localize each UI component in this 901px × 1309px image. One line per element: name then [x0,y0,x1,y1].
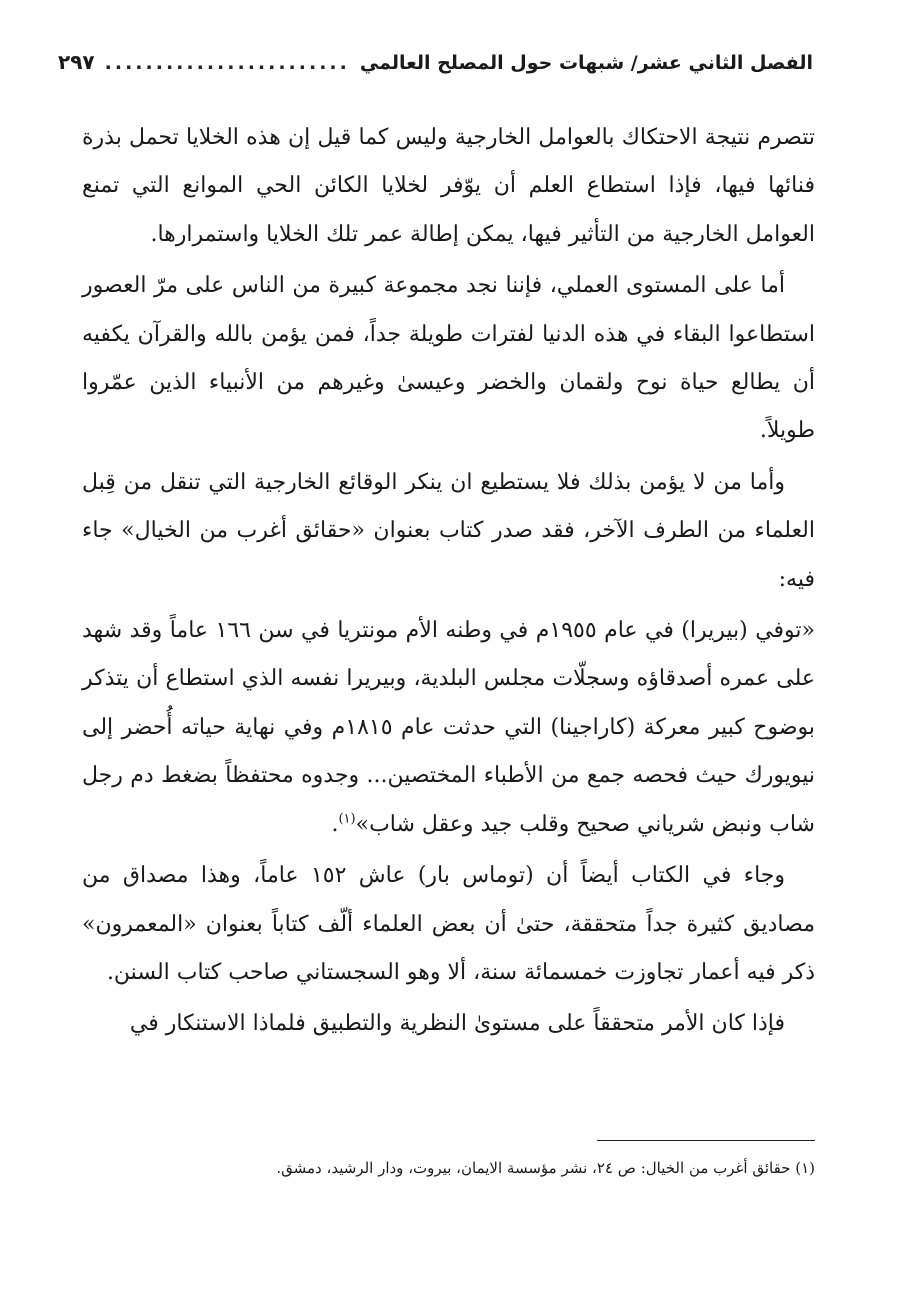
paragraph-5: وجاء في الكتاب أيضاً أن (توماس بار) عاش ١٥٢ عاماً، وهذا مصداق من مصاديق كثيرة جداً متحققة، حتىٰ أن بعض العلماء ألّف كتاباً بعنوان «المعمرون» ذكر فيه أعمار تجاوزت خمسمائة سنة، ألا وهو السجستاني صاحب كتاب السنن. [82,863,815,985]
body-text [82,114,815,1052]
footnote: (١) حقائق أغرب من الخيال: ص ٢٤، نشر مؤسسة الايمان، بيروت، ودار الرشيد، دمشق. [276,1159,815,1177]
chapter-title: الفصل الثاني عشر/ شبهات حول المصلح العالمي [359,52,813,74]
footnote-divider [597,1140,815,1141]
paragraph-1: تتصرم نتيجة الاحتكاك بالعوامل الخارجية وليس كما قيل إن هذه الخلايا تحمل بذرة فنائها فيها، فإذا استطاع العلم أن يوّفر لخلايا الكائن الحي الموانع التي تمنع العوامل الخارجية من التأثير فيها، يمكن إطالة عمر تلك الخلايا واستمرارها. [82,125,815,247]
page-number: ٢٩٧ [58,50,95,74]
paragraph-2: أما على المستوى العملي، فإننا نجد مجموعة كبيرة من الناس على مرّ العصور استطاعوا البقاء في هذه الدنيا لفترات طويلة جداً، فمن يؤمن بالله والقرآن يكفيه أن يطالع حياة نوح ولقمان والخضر وعيسىٰ وغيرهم من الأنبياء الذين عمّروا طويلاً. [82,273,815,444]
paragraph-3: وأما من لا يؤمن بذلك فلا يستطيع ان ينكر الوقائع الخارجية التي تنقل من قِبل العلماء من الطرف الآخر، فقد صدر كتاب بعنوان «حقائق أغرب من الخيال» جاء فيه: [82,469,815,592]
dot-leader: ........................ [104,52,350,74]
quote-text: «توفي (بيريرا) في عام ١٩٥٥م في وطنه الأم مونتريا في سن ١٦٦ عاماً وقد شهد على عمره أصدقاؤه وسجلّات مجلس البلدية، وبيريرا نفسه الذي استطاع أن يتذكر بوضوح كبير معركة (كاراجينا) التي حدثت عام ١٨١٥م وفي نهاية حياته أُحضر إلى نيويورك حيث فحصه جمع من الأطباء المختصين... وجدوه محتفظاً بضغط دم رجل شاب ونبض شرياني صحيح وقلب جيد وعقل شاب» [82,618,816,837]
quote-end: . [331,811,339,837]
paragraph-6: فإذا كان الأمر متحققاً على مستوىٰ النظرية والتطبيق فلماذا الاستنكار في [129,1011,785,1037]
running-header [58,50,813,90]
paragraph-4-quote [82,607,815,849]
footnote-reference[interactable]: (١) [338,811,356,827]
